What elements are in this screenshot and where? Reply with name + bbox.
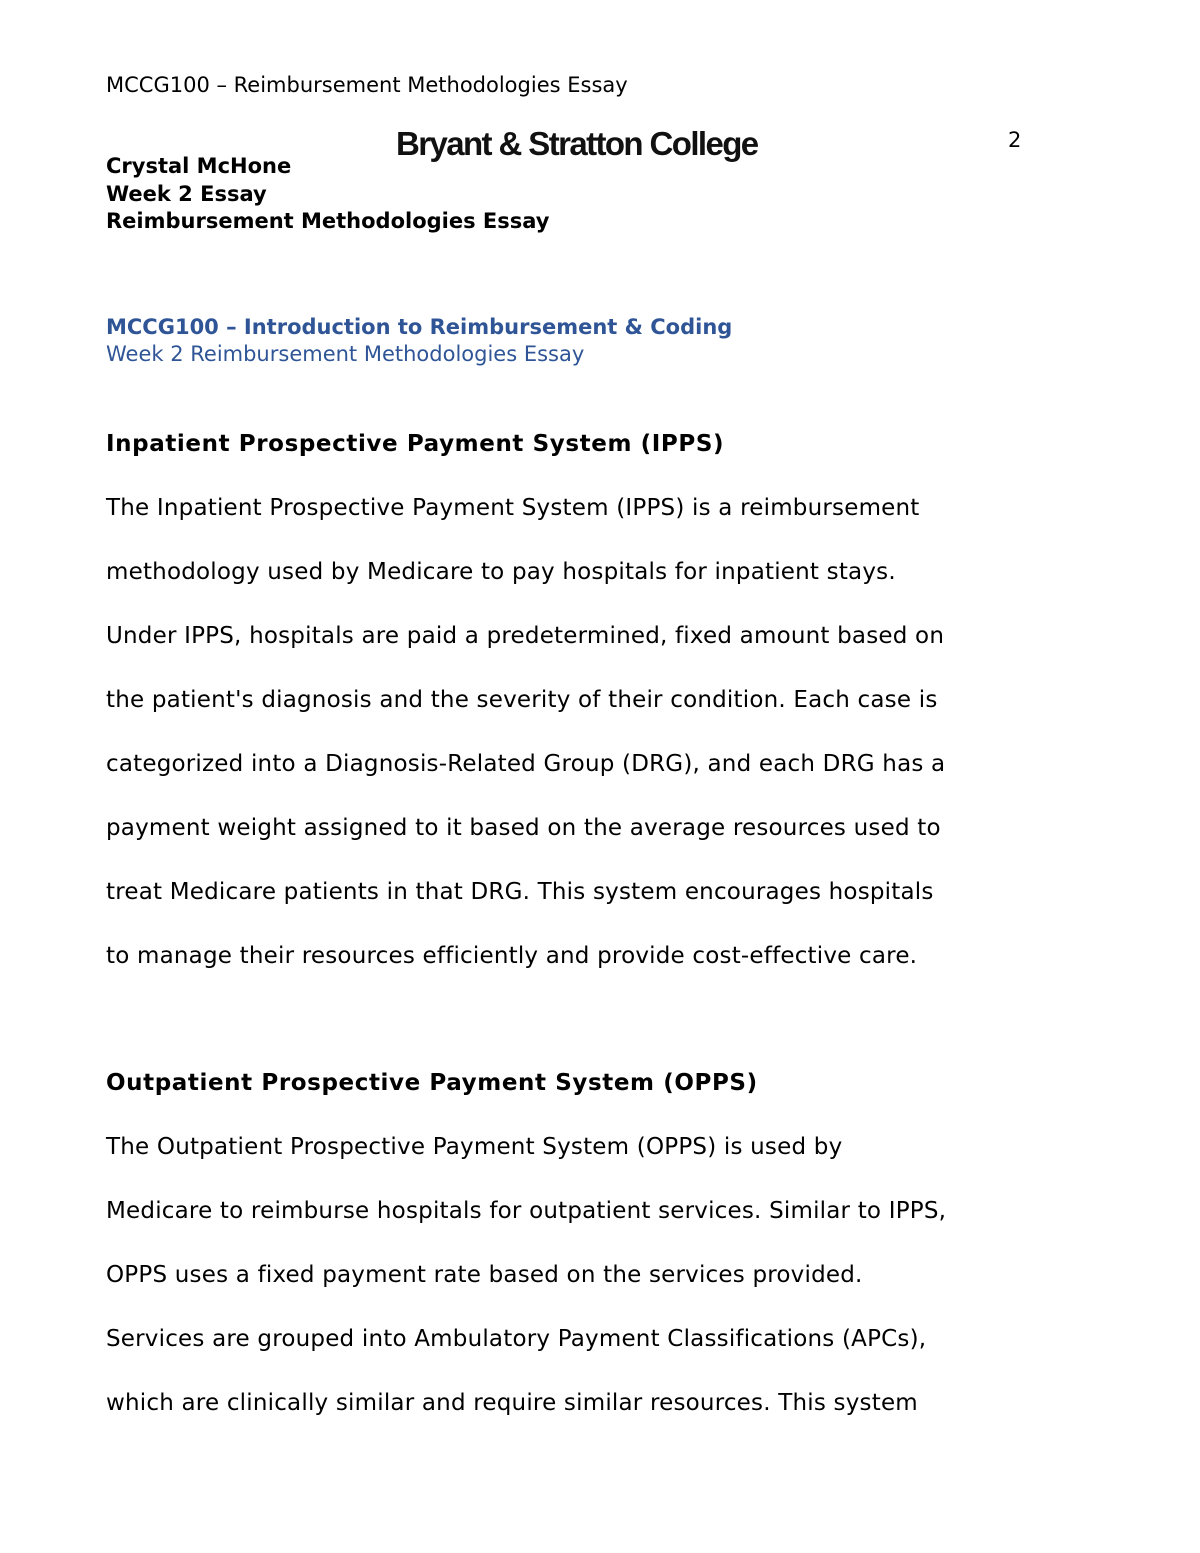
section-body — [106, 493, 1106, 1005]
course-title: MCCG100 – Introduction to Reimbursement & Coding — [106, 315, 733, 339]
author-block — [106, 153, 549, 236]
body-line: payment weight assigned to it based on the average resources used to — [106, 815, 941, 841]
body-line: The Outpatient Prospective Payment System (OPPS) is used by — [106, 1134, 843, 1160]
body-line: to manage their resources efficiently and provide cost-effective care. — [106, 943, 918, 969]
page-number: 2 — [1008, 128, 1022, 152]
body-line: which are clinically similar and require similar resources. This system — [106, 1390, 918, 1416]
body-line: Under IPPS, hospitals are paid a predetermined, fixed amount based on — [106, 623, 945, 649]
essay-title: Reimbursement Methodologies Essay — [106, 209, 550, 233]
assignment-label: Week 2 Essay — [106, 181, 267, 206]
body-line: Services are grouped into Ambulatory Payment Classifications (APCs), — [106, 1326, 927, 1352]
author-name: Crystal McHone — [106, 154, 292, 178]
section-body — [106, 1132, 1106, 1452]
course-block — [106, 314, 732, 368]
body-line: the patient's diagnosis and the severity of their condition. Each case is — [106, 687, 938, 713]
body-line: treat Medicare patients in that DRG. This system encourages hospitals — [106, 879, 934, 905]
running-header: MCCG100 – Reimbursement Methodologies Essay — [106, 73, 628, 97]
body-line: The Inpatient Prospective Payment System (IPPS) is a reimbursement — [106, 495, 920, 521]
body-line: OPPS uses a fixed payment rate based on the services provided. — [106, 1262, 863, 1288]
section-opps — [106, 1068, 1106, 1452]
body-line: categorized into a Diagnosis-Related Group (DRG), and each DRG has a — [106, 751, 946, 777]
body-line: Medicare to reimburse hospitals for outpatient services. Similar to IPPS, — [106, 1198, 947, 1224]
section-heading: Outpatient Prospective Payment System (OPPS) — [106, 1070, 758, 1096]
course-subtitle: Week 2 Reimbursement Methodologies Essay — [106, 342, 585, 366]
college-logo: Bryant & Stratton College — [396, 125, 758, 162]
body-line: methodology used by Medicare to pay hospitals for inpatient stays. — [106, 559, 896, 585]
section-ipps — [106, 429, 1106, 1005]
section-heading: Inpatient Prospective Payment System (IPPS) — [106, 431, 725, 457]
